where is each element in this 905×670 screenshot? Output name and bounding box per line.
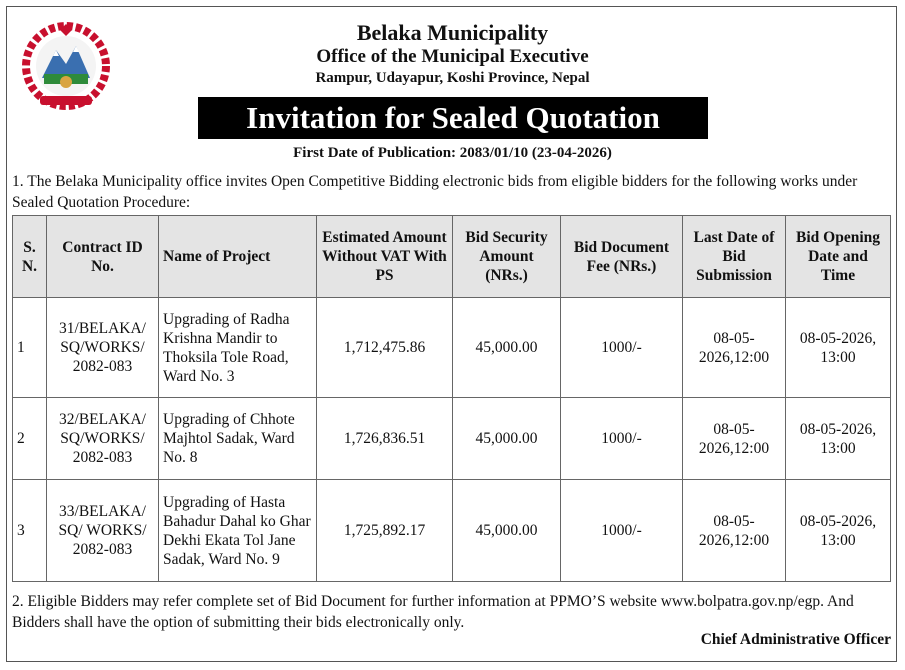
col-header-project: Name of Project	[159, 216, 317, 298]
cell-fee: 1000/-	[561, 480, 683, 582]
note-paragraph: 2. Eligible Bidders may refer complete set of Bid Document for further information at PPMO’S website www.bolpatra.gov.np/egp. And Bidders shall have the option of submitting their bids electronically only.	[12, 593, 854, 631]
col-header-security: Bid Security Amount (NRs.)	[453, 216, 561, 298]
col-header-opening: Bid Opening Date and Time	[786, 216, 891, 298]
cell-fee: 1000/-	[561, 398, 683, 480]
cell-opening: 08-05-2026, 13:00	[786, 398, 891, 480]
intro-paragraph: 1. The Belaka Municipality office invites Open Competitive Bidding electronic bids from eligible bidders for the following works under Sealed Quotation Procedure:	[12, 173, 858, 211]
notice-title-banner: Invitation for Sealed Quotation	[198, 97, 708, 139]
cell-estimate: 1,725,892.17	[317, 480, 453, 582]
cell-contract-id: 32/BELAKA/ SQ/WORKS/ 2082-083	[47, 398, 159, 480]
cell-estimate: 1,712,475.86	[317, 298, 453, 398]
col-header-contract-id: Contract ID No.	[47, 216, 159, 298]
cell-last-date: 08-05- 2026,12:00	[683, 298, 786, 398]
col-header-sn: S. N.	[13, 216, 47, 298]
cell-last-date: 08-05- 2026,12:00	[683, 398, 786, 480]
cell-project: Upgrading of Chhote Majhtol Sadak, Ward No. 8	[159, 398, 317, 480]
cell-sn: 2	[13, 398, 47, 480]
col-header-last-date: Last Date of Bid Submission	[683, 216, 786, 298]
bid-table	[12, 215, 891, 582]
municipality-name: Belaka Municipality	[356, 20, 549, 45]
cell-security: 45,000.00	[453, 480, 561, 582]
office-name: Office of the Municipal Executive	[316, 46, 589, 67]
cell-project: Upgrading of Radha Krishna Mandir to Thoksila Tole Road, Ward No. 3	[159, 298, 317, 398]
cell-sn: 1	[13, 298, 47, 398]
cell-last-date: 08-05- 2026,12:00	[683, 480, 786, 582]
cell-opening: 08-05-2026, 13:00	[786, 298, 891, 398]
cell-sn: 3	[13, 480, 47, 582]
col-header-estimate: Estimated Amount Without VAT With PS	[317, 216, 453, 298]
publication-date: First Date of Publication: 2083/01/10 (23-04-2026)	[293, 145, 612, 161]
col-header-fee: Bid Document Fee (NRs.)	[561, 216, 683, 298]
cell-contract-id: 33/BELAKA/ SQ/ WORKS/ 2082-083	[47, 480, 159, 582]
cell-project: Upgrading of Hasta Bahadur Dahal ko Ghar Dekhi Ekata Tol Jane Sadak, Ward No. 9	[159, 480, 317, 582]
table-row	[13, 480, 891, 582]
cell-opening: 08-05-2026, 13:00	[786, 480, 891, 582]
table-header-row	[13, 216, 891, 298]
cell-estimate: 1,726,836.51	[317, 398, 453, 480]
signature-title: Chief Administrative Officer	[700, 631, 891, 648]
cell-contract-id: 31/BELAKA/ SQ/WORKS/ 2082-083	[47, 298, 159, 398]
office-address: Rampur, Udayapur, Koshi Province, Nepal	[315, 70, 590, 86]
cell-fee: 1000/-	[561, 298, 683, 398]
table-row	[13, 398, 891, 480]
cell-security: 45,000.00	[453, 398, 561, 480]
cell-security: 45,000.00	[453, 298, 561, 398]
table-row	[13, 298, 891, 398]
